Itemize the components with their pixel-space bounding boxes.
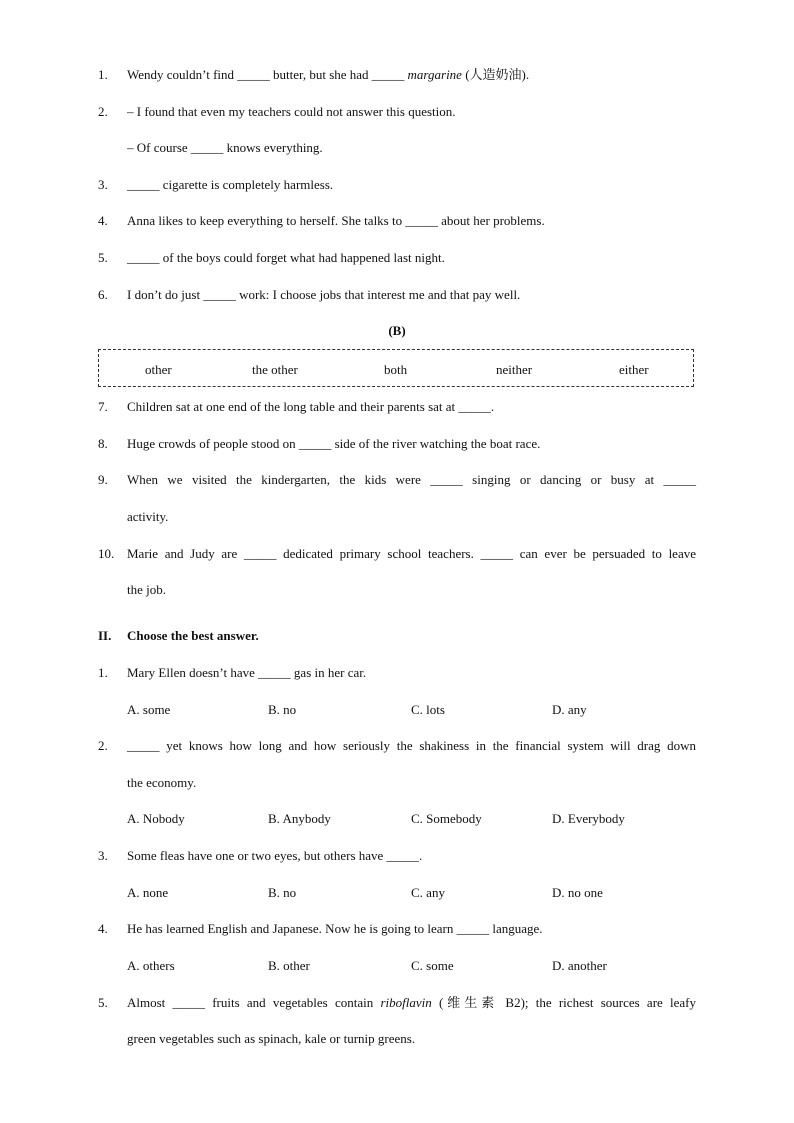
question-number: 5. [98,995,108,1010]
item-text-line2: activity. [127,509,169,524]
option-d[interactable]: D. no one [552,885,603,900]
item-text: Wendy couldn’t find _____ butter, but she had _____ margarine (人造奶油). [127,67,530,82]
option-b[interactable]: B. Anybody [268,811,331,826]
question-number: 2. [98,738,108,753]
question-number: 3. [98,848,108,863]
word-bank-word: the other [252,362,298,377]
option-a[interactable]: A. some [127,702,171,717]
question-number: 1. [98,665,108,680]
item-number: 9. [98,472,108,487]
option-a[interactable]: A. Nobody [127,811,185,826]
word-bank-word: either [619,362,649,377]
question-text: Almost _____ fruits and vegetables contain riboflavin (维生素 B2); the richest sources are leafy [127,995,697,1010]
item-text: _____ of the boys could forget what had happened last night. [127,250,445,265]
item-number: 6. [98,287,108,302]
item-text: Marie and Judy are _____ dedicated primary school teachers. _____ can ever be persuaded to leave [127,546,696,561]
option-b[interactable]: B. no [268,885,297,900]
option-d[interactable]: D. another [552,958,607,973]
item-number: 10. [98,546,115,561]
section-heading [98,628,259,644]
item-number: 8. [98,436,108,451]
item-number: 4. [98,213,108,228]
word-bank-word: neither [496,362,533,377]
word-bank-box [98,349,694,387]
item-text-line2: – Of course _____ knows everything. [127,140,323,155]
option-c[interactable]: C. some [411,958,454,973]
question-text: _____ yet knows how long and how seriously the shakiness in the financial system will drag down [127,738,696,753]
item-text: – I found that even my teachers could not answer this question. [127,104,456,119]
question-number: 4. [98,921,108,936]
item-number: 7. [98,399,108,414]
option-a[interactable]: A. none [127,885,169,900]
option-c[interactable]: C. Somebody [411,811,482,826]
option-c[interactable]: C. lots [411,702,445,717]
question-text-line2: the economy. [127,775,197,790]
question-text: Mary Ellen doesn’t have _____ gas in her car. [127,665,367,680]
option-c[interactable]: C. any [411,885,445,900]
section-number: II. [98,628,112,643]
item-number: 3. [98,177,108,192]
question-text: He has learned English and Japanese. Now he is going to learn _____ language. [127,921,543,936]
item-text: When we visited the kindergarten, the kids were _____ singing or dancing or busy at _____ [127,472,696,487]
question-text-line2: green vegetables such as spinach, kale or turnip greens. [127,1031,416,1046]
question-text: Some fleas have one or two eyes, but others have _____. [127,848,423,863]
section-title: Choose the best answer. [127,628,259,643]
item-number: 1. [98,67,108,82]
item-text-line2: the job. [127,582,166,597]
option-b[interactable]: B. no [268,702,297,717]
item-text: Anna likes to keep everything to herself. She talks to _____ about her problems. [127,213,545,228]
word-bank-word: both [384,362,408,377]
word-bank-word: other [145,362,172,377]
item-text: Children sat at one end of the long table and their parents sat at _____. [127,399,495,414]
partB-title: (B) [388,323,406,338]
item-number: 5. [98,250,108,265]
option-d[interactable]: D. Everybody [552,811,625,826]
item-text: I don’t do just _____ work: I choose jobs that interest me and that pay well. [127,287,521,302]
option-a[interactable]: A. others [127,958,175,973]
option-b[interactable]: B. other [268,958,310,973]
item-number: 2. [98,104,108,119]
item-text: _____ cigarette is completely harmless. [127,177,334,192]
option-d[interactable]: D. any [552,702,587,717]
item-text: Huge crowds of people stood on _____ side of the river watching the boat race. [127,436,541,451]
